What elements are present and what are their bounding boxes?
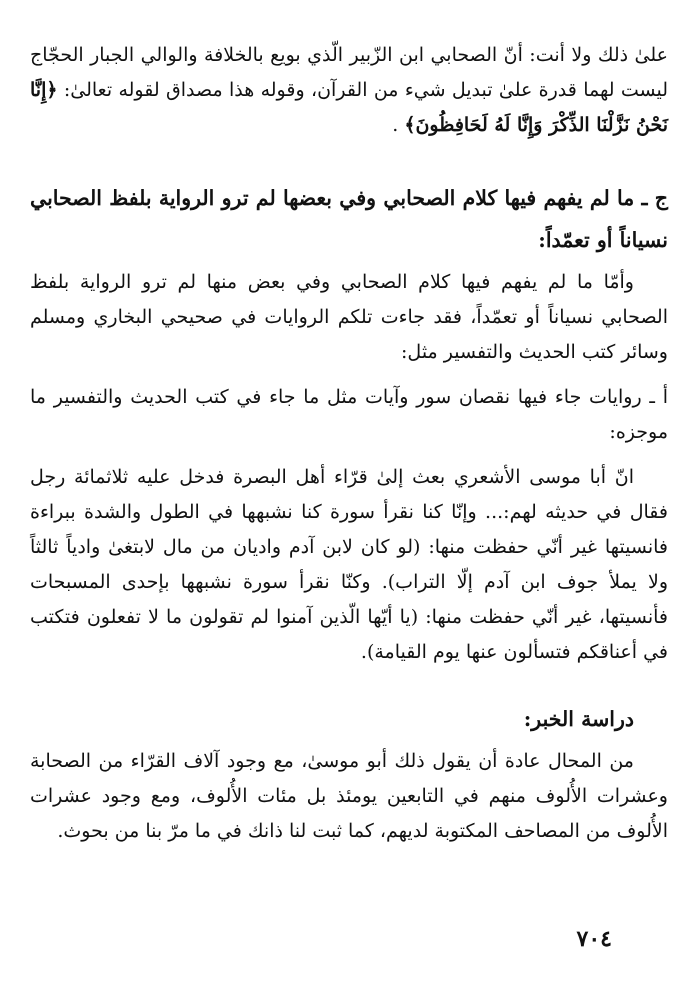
section-c-heading: ج ـ ما لم يفهم فيها كلام الصحابي وفي بعضها لم ترو الرواية بلفظ الصحابي نسياناً أو تعمّداً: [30,186,668,252]
study-heading: دراسة الخبر: [523,707,634,731]
narration-paragraph: انّ أبا موسى الأشعري بعث إلىٰ قرّاء أهل البصرة فدخل عليه ثلاثمائة رجل فقال في حديثه لهم:... وإنّا كنا نقرأ سورة كنا نشبهها في الطول والشدة ببراءة فانسيتها غير أنّي حفظت منها: (لو كان لابن آدم واديان من مال لابتغىٰ وادياً ثالثاً ولا يملأ جوف ابن آدم إلّا التراب). وكنّا نقرأ سورة نشبهها بإحدى المسبحات فأنسيتها، غير أنّي حفظت منها: (يا أيّها الّذين آمنوا لم تقولون ما لا تفعلون فتكتب في أعناقكم فتسألون عنها يوم القيامة). [30,466,668,663]
section-c-paragraph: وأمّا ما لم يفهم فيها كلام الصحابي وفي بعض منها لم ترو الرواية بلفظ الصحابي نسياناً أو تعمّداً، فقد جاءت تلكم الروايات في صحيحي البخاري ومسلم وسائر كتب الحديث والتفسير مثل: [30,271,668,363]
quran-verse: ﴿إِنَّا نَحْنُ نَزَّلْنَا الذِّكْرَ وَإِنَّا لَهُ لَحَافِظُونَ﴾ [30,79,668,136]
page-number: ٧٠٤ [576,926,612,952]
item-a-paragraph: أ ـ روايات جاء فيها نقصان سور وآيات مثل ما جاء في كتب الحديث والتفسير ما موجزه: [30,386,668,443]
top-paragraph [30,38,668,143]
study-paragraph: من المحال عادة أن يقول ذلك أبو موسىٰ، مع وجود آلاف القرّاء من الصحابة وعشرات الأُلوف منهم في التابعين يومئذ بل مئات الأُلوف، ومع وجود عشرات الأُلوف من المصاحف المكتوبة لديهم، كما ثبت لنا ذانك في ما مرّ بنا من بحوث. [30,750,668,842]
top-paragraph-end: . [392,114,405,136]
top-paragraph-text: علىٰ ذلك ولا أنت: أنّ الصحابي ابن الزّبير الّذي بويع بالخلافة والوالي الجبار الحجّاج ليست لهما قدرة علىٰ تبديل شيء من القرآن، وقوله هذا مصداق لقوله تعالىٰ: [30,44,668,101]
